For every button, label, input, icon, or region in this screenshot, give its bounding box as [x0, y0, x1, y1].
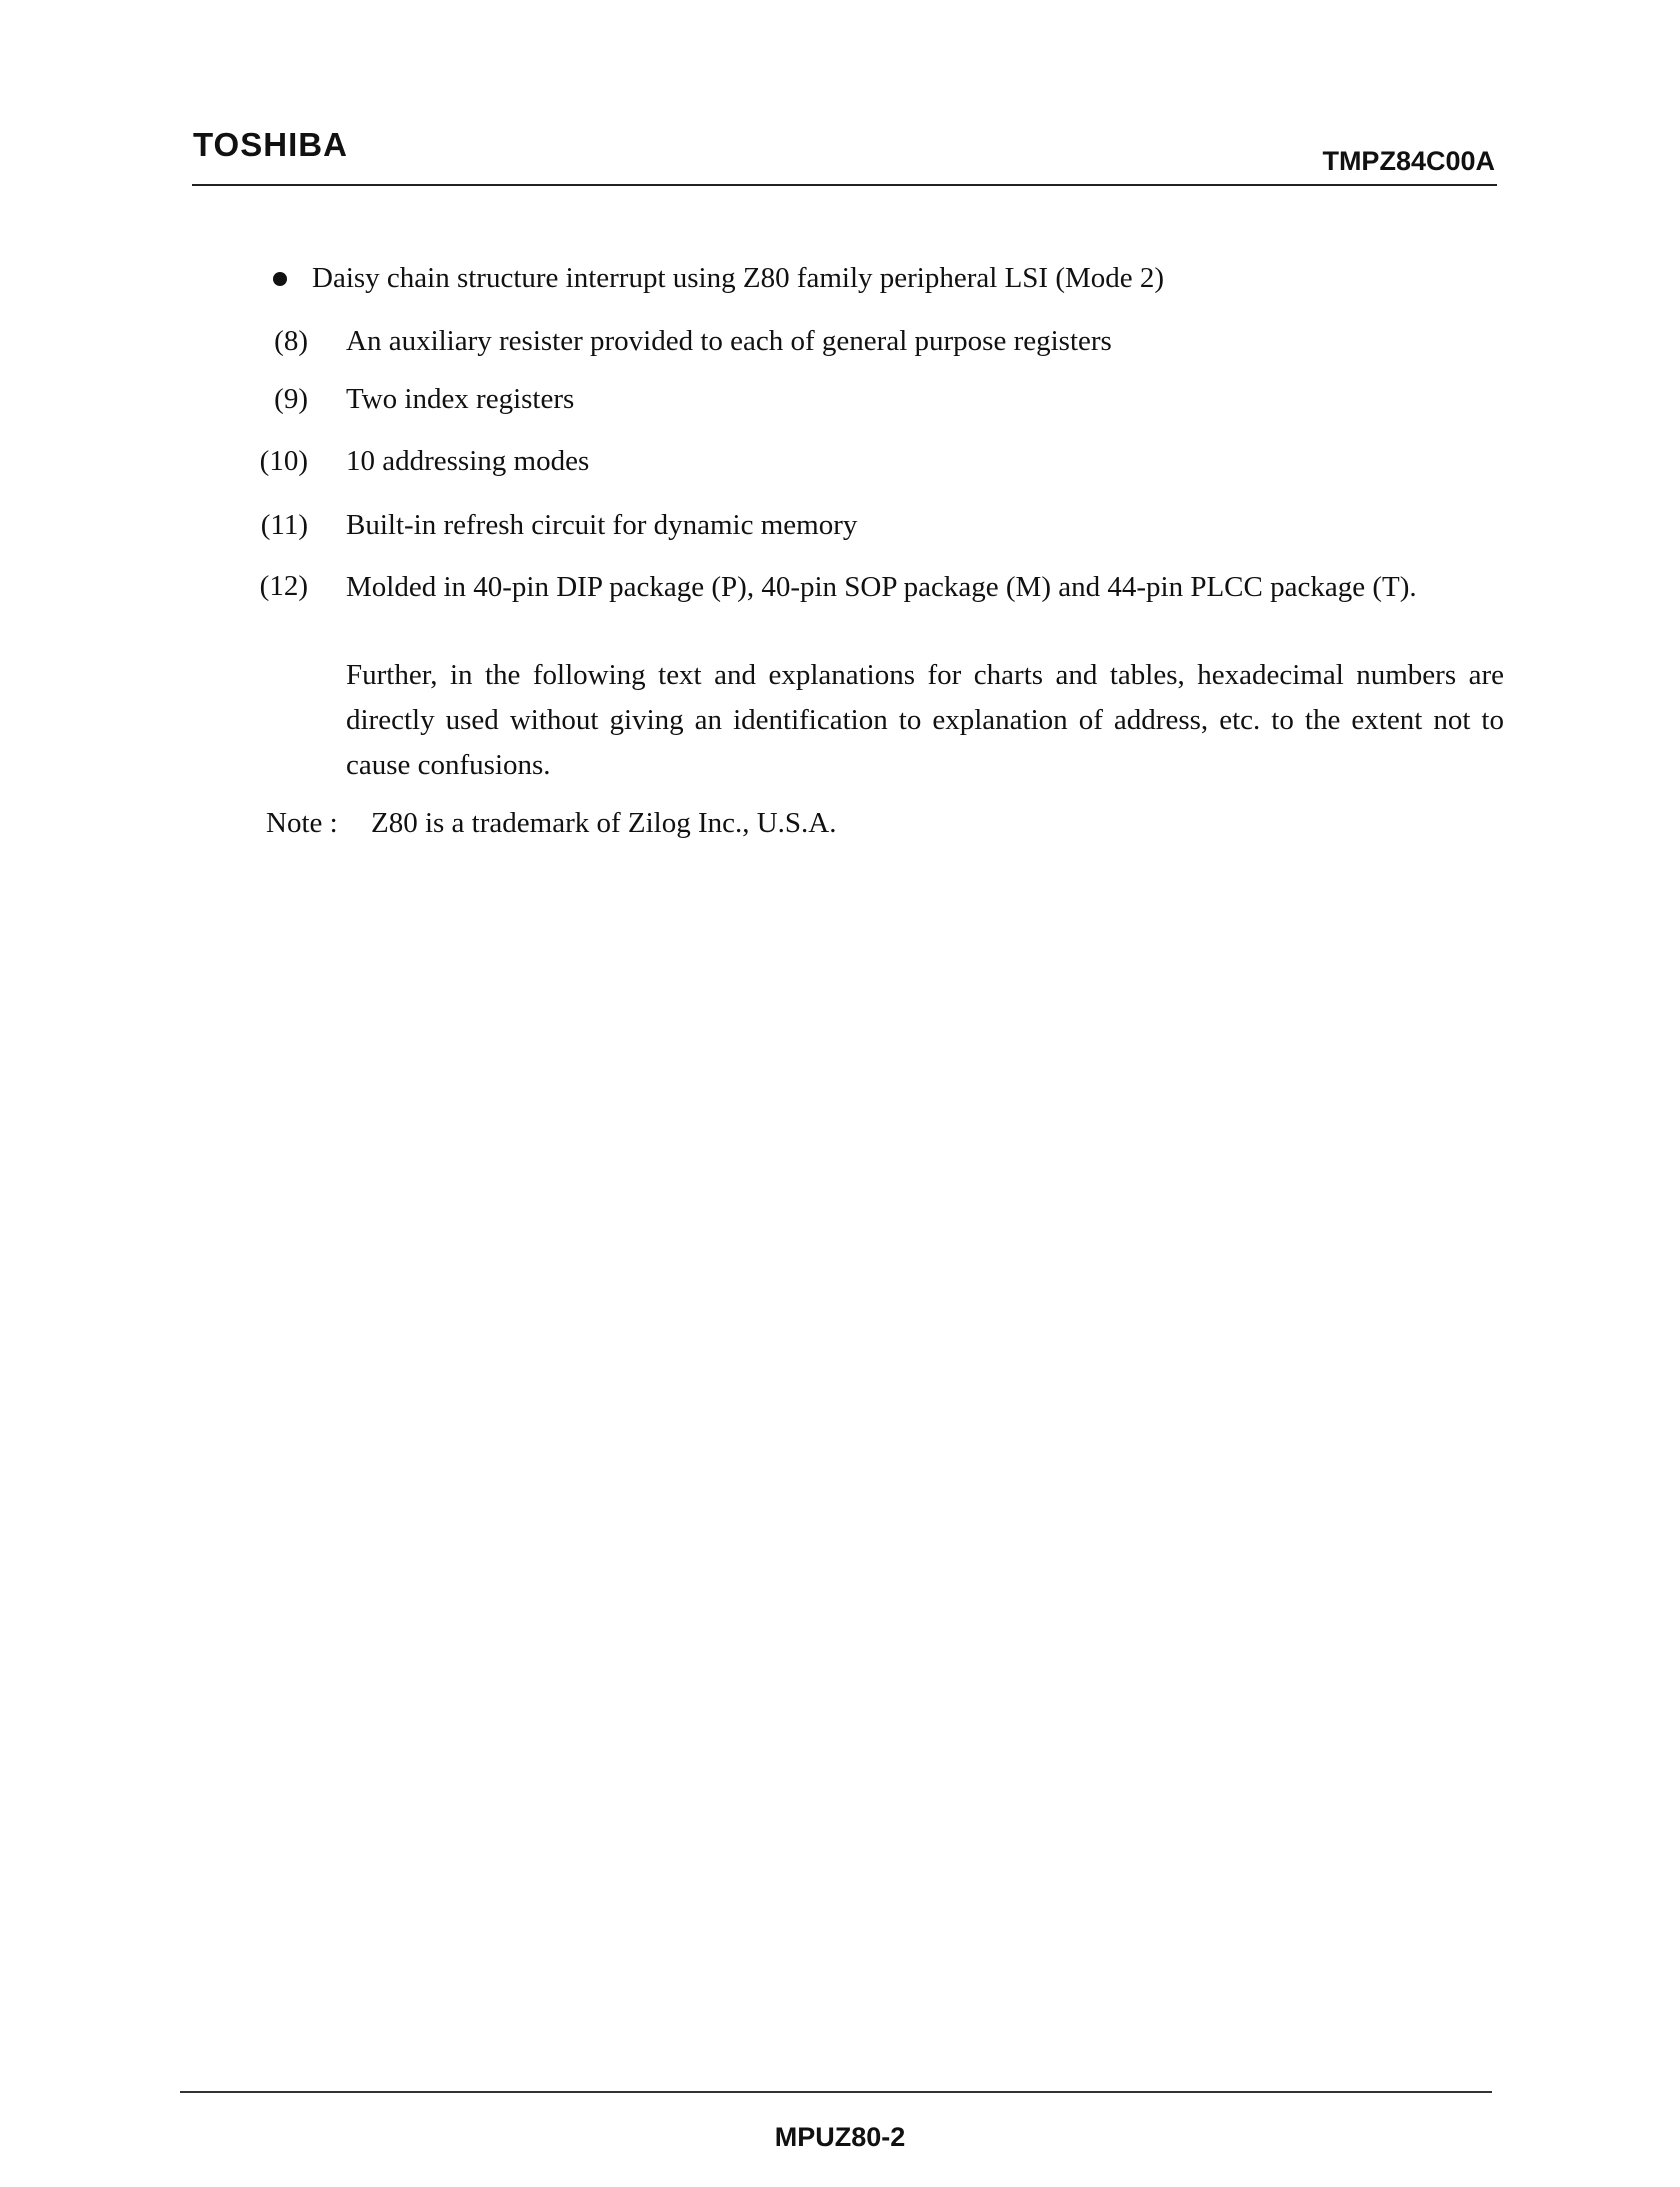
list-item-number: (10) [259, 445, 308, 477]
bullet-icon [273, 272, 287, 286]
list-item-text: Two index registers [346, 383, 575, 415]
list-item-text: 10 addressing modes [346, 445, 590, 477]
brand-logo: TOSHIBA [193, 126, 348, 163]
page-number: MPUZ80-2 [774, 2122, 906, 2152]
list-item-number: (11) [260, 509, 308, 541]
part-number: TMPZ84C00A [1322, 146, 1495, 176]
list-item-number: (12) [259, 570, 308, 602]
footer-divider [180, 2091, 1492, 2093]
note-text: Z80 is a trademark of Zilog Inc., U.S.A. [371, 807, 837, 839]
list-item-text: Built-in refresh circuit for dynamic memory [346, 509, 858, 541]
header-divider [192, 184, 1497, 186]
bullet-text: Daisy chain structure interrupt using Z80 family peripheral LSI (Mode 2) [312, 262, 1165, 294]
list-item-text: Molded in 40-pin DIP package (P), 40-pin SOP package (M) and 44-pin PLCC package (T). [346, 571, 1417, 603]
list-item-text: An auxiliary resister provided to each of general purpose registers [346, 325, 1112, 357]
further-paragraph: Further, in the following text and explanations for charts and tables, hexadecimal numbers are directly used without giving an identification to explanation of address, etc. to the extent not to cause confusions. [346, 659, 1504, 781]
list-item-number: (9) [274, 383, 308, 415]
note-label: Note : [266, 807, 338, 839]
list-item-number: (8) [274, 325, 308, 357]
